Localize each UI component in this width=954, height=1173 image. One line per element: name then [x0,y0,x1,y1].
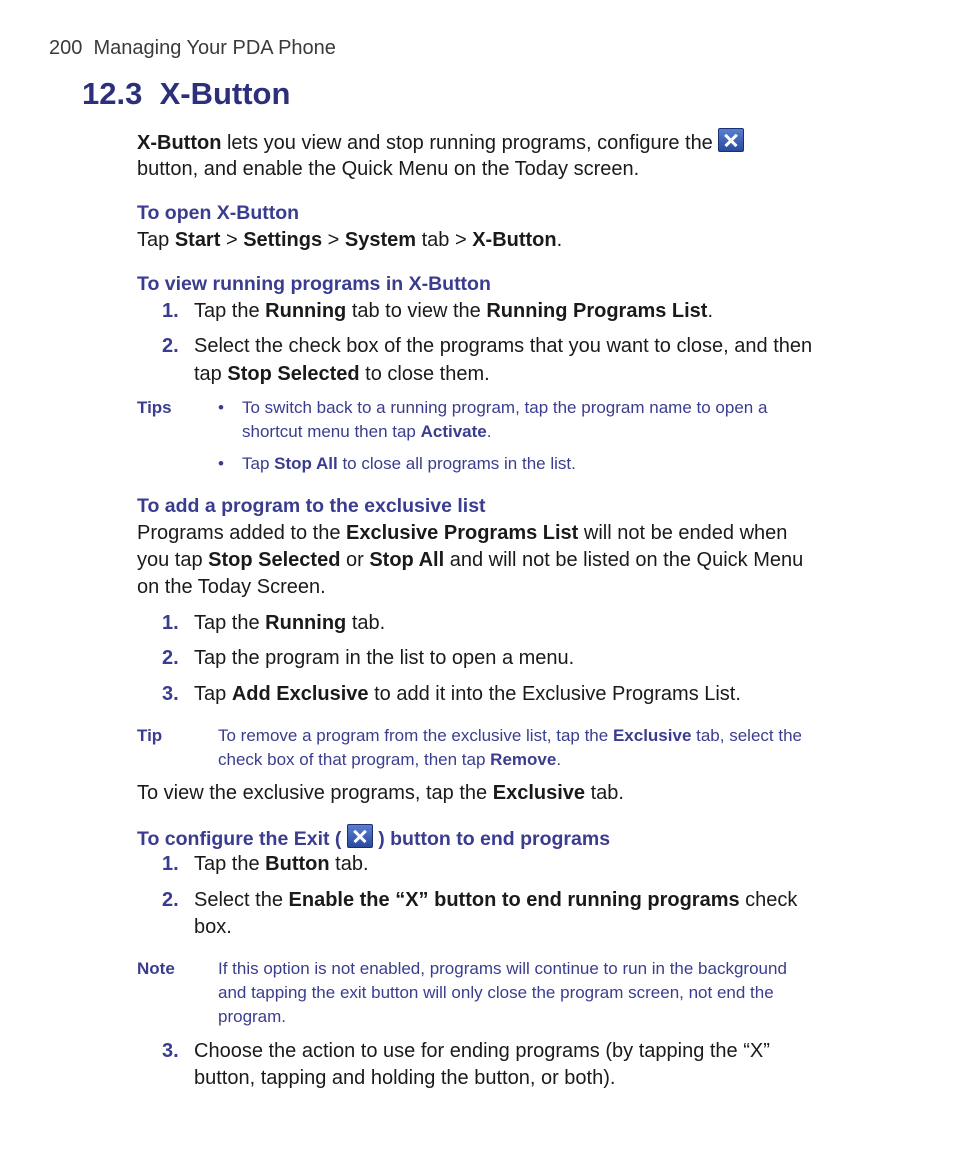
section-number: 12.3 [82,76,143,111]
open-text-3: > [322,229,345,251]
intro-line-1 [137,128,744,157]
exclusive-p2-stop-all: Stop All [369,549,445,571]
intro-term: X-Button [137,132,222,154]
exclusive-step-3-text-2: to add it into the Exclusive Programs List. [368,683,741,705]
configure-step-3-line-2: button, tapping and holding the button, or both). [194,1067,616,1089]
exclusive-p1-list: Exclusive Programs List [346,522,579,544]
open-text-4: tab > [416,229,473,251]
tip-1-text-1: shortcut menu then tap [242,422,421,441]
tip-1-activate: Activate [420,422,487,441]
exclusive-tip-text-4: . [556,750,562,769]
exclusive-para-line-3: on the Today Screen. [137,576,326,598]
view-step-2-stop-selected: Stop Selected [227,363,360,385]
view-step-1-text-2: tab to view the [346,300,487,322]
page-number: 200 [49,37,83,59]
open-heading: To open X-Button [137,202,300,224]
tip-1-bullet: • [218,398,224,417]
intro-text-1: lets you view and stop running programs, configure the [221,132,719,154]
exclusive-p2-text-2: or [340,549,370,571]
view-step-2-line-1: Select the check box of the programs that you want to close, and then [194,335,813,357]
tip-label: Tip [137,726,163,745]
configure-step-3-line-1: Choose the action to use for ending programs (by tapping the “X” [194,1040,770,1062]
configure-step-2-number: 2. [162,889,179,911]
open-system: System [344,229,417,251]
tips-label: Tips [137,398,172,417]
tip-2-text-2: to close all programs in the list. [337,454,576,473]
tip-2-text-1: Tap [242,454,275,473]
exclusive-step-3 [194,681,741,708]
exclusive-tip-line-1 [218,724,802,748]
configure-step-2-line-1 [194,887,797,914]
tip-1-line-2 [242,420,491,444]
configure-step-1-number: 1. [162,853,179,875]
configure-heading-text-1: To configure the Exit ( [137,828,342,850]
exclusive-p1-text-2: will not be ended when [578,522,788,544]
configure-step-1-button: Button [265,853,330,875]
open-xbutton: X-Button [472,229,557,251]
section-name: X-Button [159,76,291,111]
note-line-2: and tapping the exit button will only close the program screen, not end the [218,983,774,1002]
view-heading: To view running programs in X-Button [137,273,491,295]
exclusive-tip-exclusive: Exclusive [612,726,692,745]
exclusive-step-3-text-1: Tap [194,683,232,705]
open-settings: Settings [243,229,323,251]
tip-1-line-1: To switch back to a running program, tap the program name to open a [242,398,768,417]
exclusive-heading: To add a program to the exclusive list [137,495,486,517]
note-line-3: program. [218,1007,287,1026]
close-x-icon [718,128,744,152]
exclusive-para-line-2 [137,547,803,574]
configure-heading [137,824,610,852]
exclusive-p2-text-1: you tap [137,549,209,571]
open-path [137,227,562,254]
view-step-1-number: 1. [162,300,179,322]
exclusive-tip-text-3: check box of that program, then tap [218,750,491,769]
exclusive-p2-stop-selected: Stop Selected [208,549,341,571]
exclusive-tip-remove: Remove [490,750,557,769]
configure-step-2-option: Enable the “X” button to end running programs [288,889,740,911]
tip-2-stop-all: Stop All [274,454,338,473]
exclusive-tip-text-2: tab, select the [691,726,802,745]
running-header [49,37,336,60]
configure-step-3-number: 3. [162,1040,179,1062]
configure-step-2-text-1: Select the [194,889,289,911]
note-label: Note [137,959,175,978]
exclusive-para-line-1 [137,520,787,547]
exclusive-view [137,780,624,807]
view-step-1-text-1: Tap the [194,300,266,322]
exclusive-p2-text-3: and will not be listed on the Quick Menu [444,549,804,571]
configure-step-2-line-2: box. [194,916,232,938]
exclusive-step-3-add-exclusive: Add Exclusive [231,683,369,705]
exclusive-view-exclusive: Exclusive [492,782,586,804]
tip-1-text-2: . [486,422,492,441]
configure-step-1 [194,851,369,878]
section-title [82,76,290,112]
view-step-1-running: Running [265,300,347,322]
exclusive-step-2: Tap the program in the list to open a menu. [194,647,575,669]
exclusive-tip-line-2 [218,748,561,772]
intro-line-2: button, and enable the Quick Menu on the Today screen. [137,158,640,180]
open-text-1: Tap [137,229,175,251]
exclusive-step-2-number: 2. [162,647,179,669]
view-step-2-number: 2. [162,335,179,357]
configure-step-1-text-1: Tap the [194,853,266,875]
open-text-5: . [556,229,563,251]
exclusive-tip-text-1: To remove a program from the exclusive list, tap the [218,726,613,745]
exclusive-view-text-1: To view the exclusive programs, tap the [137,782,493,804]
view-step-2-text-2: to close them. [359,363,490,385]
view-step-1-list: Running Programs List [486,300,708,322]
exclusive-view-text-2: tab. [585,782,624,804]
note-line-1: If this option is not enabled, programs will continue to run in the background [218,959,787,978]
open-start: Start [174,229,221,251]
open-text-2: > [220,229,244,251]
view-step-1 [194,298,713,325]
view-step-2-text-1: tap [194,363,228,385]
exclusive-step-1-text-2: tab. [346,612,386,634]
tip-2 [242,452,576,476]
exclusive-step-3-number: 3. [162,683,179,705]
exclusive-step-1-number: 1. [162,612,179,634]
close-x-icon [347,824,373,848]
exclusive-p1-text-1: Programs added to the [137,522,347,544]
configure-step-1-text-2: tab. [329,853,369,875]
view-step-1-text-3: . [707,300,714,322]
configure-step-2-text-2: check [739,889,798,911]
view-step-2-line-2 [194,361,490,388]
tip-2-bullet: • [218,454,224,473]
exclusive-step-1-text-1: Tap the [194,612,266,634]
exclusive-step-1 [194,610,385,637]
exclusive-step-1-running: Running [265,612,347,634]
chapter-title: Managing Your PDA Phone [93,37,336,59]
configure-heading-text-2: ) button to end programs [378,828,611,850]
